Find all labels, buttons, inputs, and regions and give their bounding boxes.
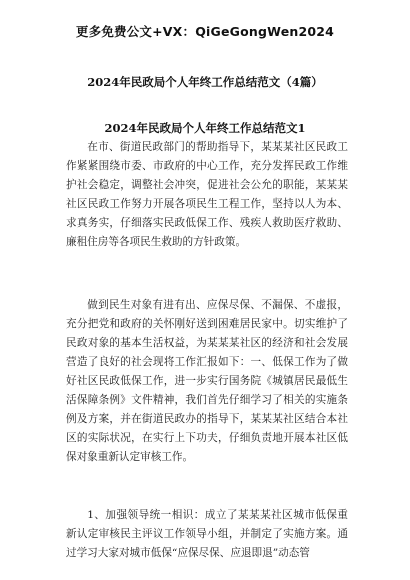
paragraph-text: 在市、街道民政部门的帮助指导下，某某某社区民政工作紧紧围绕市委、市政府的中心工作，充分发挥民政工作维护社会稳定，调整社会冲突，促进社会公允的职能，某某某社区民政工作努力开展各项民生工程工作，坚持以人为本、求真务实，仔细落实民政低保工作、残疾人救助医疗救助、廉租住房等各项民生救助的方针政策。 (66, 141, 348, 248)
paragraph-text: 1、加强领导统一相识：成立了某某某社区城市低保重新认定审核民主评议工作领导小组，并制定了实施方案。通过学习大家对城市低保“应保尽保、应退即退”动态管 (66, 509, 348, 559)
body-paragraph-2 (66, 296, 348, 467)
body-paragraph-3 (66, 506, 348, 563)
document-title: 2024年民政局个人年终工作总结范文（4篇） (87, 75, 323, 89)
body-paragraph-1 (66, 138, 348, 252)
promo-banner: 更多免费公文+VX：QiGeGongWen2024 (75, 24, 335, 39)
section-title: 2024年民政局个人年终工作总结范文1 (104, 121, 306, 135)
paragraph-text: 做到民生对象有进有出、应保尽保、不漏保、不虚报，充分把党和政府的关怀刚好送到困难居民家中。切实维护了民政对象的基本生活权益，为某某某社区的经济和社会发展营造了良好的社会现将工作汇报如下：一、低保工作为了做好社区民政低保工作，进一步实行国务院《城镇居民最低生活保障条例》文件精神，我们首先仔细学习了相关的实施条例及方案，并在街道民政办的指导下，某某某社区结合本社区的实际状况，在实行上下功夫，仔细负责地开展本社区低保对象重新认定审核工作。 (66, 299, 348, 463)
